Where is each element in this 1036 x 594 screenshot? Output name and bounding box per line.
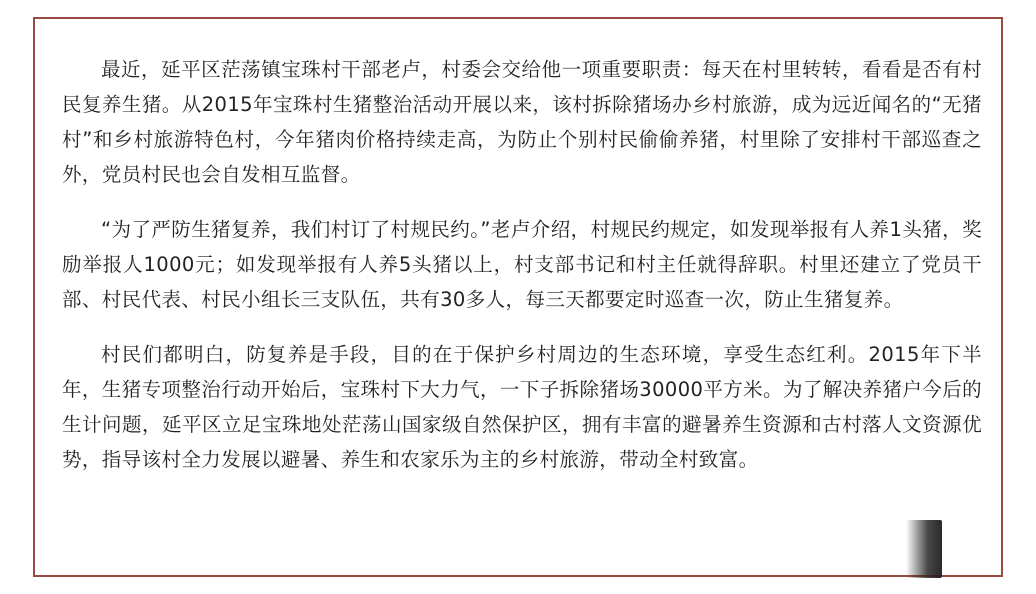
- corner-shadow-decoration: [906, 520, 942, 578]
- article-paragraph-2: “为了严防生猪复养，我们村订了村规民约。”老卢介绍，村规民约规定，如发现举报有人养1头猪，奖励举报人1000元；如发现举报有人养5头猪以上，村支部书记和村主任就得辞职。村里还建立了党员干部、村民代表、村民小组长三支队伍，共有30多人，每三天都要定时巡查一次，防止生猪复养。: [62, 218, 982, 311]
- article-body: [62, 52, 982, 477]
- article-paragraph-3: 村民们都明白，防复养是手段，目的在于保护乡村周边的生态环境，享受生态红利。2015年下半年，生猪专项整治行动开始后，宝珠村下大力气，一下子拆除猪场30000平方米。为了解决养猪户今后的生计问题，延平区立足宝珠地处茫荡山国家级自然保护区，拥有丰富的避暑养生资源和古村落人文资源优势，指导该村全力发展以避暑、养生和农家乐为主的乡村旅游，带动全村致富。: [62, 343, 982, 471]
- article-paragraph-1: 最近，延平区茫荡镇宝珠村干部老卢，村委会交给他一项重要职责：每天在村里转转，看看是否有村民复养生猪。从2015年宝珠村生猪整治活动开展以来，该村拆除猪场办乡村旅游，成为远近闻名的“无猪村”和乡村旅游特色村，今年猪肉价格持续走高，为防止个别村民偷偷养猪，村里除了安排村干部巡查之外，党员村民也会自发相互监督。: [62, 58, 982, 186]
